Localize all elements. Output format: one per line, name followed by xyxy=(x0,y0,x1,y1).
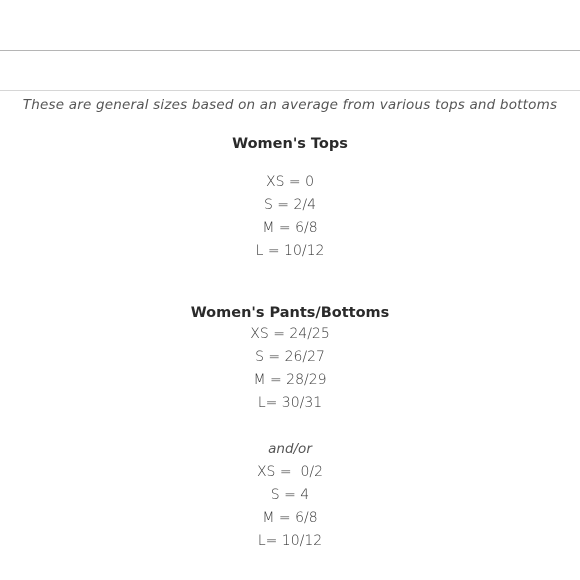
bottoms-size-list xyxy=(0,323,580,415)
intro-text: These are general sizes based on an average from various tops and bottoms xyxy=(22,97,558,113)
list-item: S = 4 xyxy=(270,487,310,503)
bottoms-alt-size-list xyxy=(0,461,580,553)
list-item: XS = 0 xyxy=(265,174,314,190)
list-item: L= 30/31 xyxy=(257,395,323,411)
list-item: XS = 24/25 xyxy=(250,326,330,342)
list-item: L = 10/12 xyxy=(255,243,325,259)
size-guide xyxy=(0,95,580,553)
top-divider xyxy=(0,50,580,51)
list-item: S = 26/27 xyxy=(255,349,325,365)
list-item: L= 10/12 xyxy=(257,533,323,549)
list-item: M = 6/8 xyxy=(262,220,318,236)
list-item: S = 2/4 xyxy=(263,197,317,213)
bottoms-title: Women's Pants/Bottoms xyxy=(190,305,390,321)
list-item: M = 6/8 xyxy=(262,510,318,526)
list-item: XS = 0/2 xyxy=(256,464,324,480)
tops-title: Women's Tops xyxy=(232,136,348,152)
tops-size-list xyxy=(0,171,580,263)
list-item: M = 28/29 xyxy=(253,372,327,388)
and-or-separator: and/or xyxy=(268,441,312,457)
header-divider xyxy=(0,90,580,91)
